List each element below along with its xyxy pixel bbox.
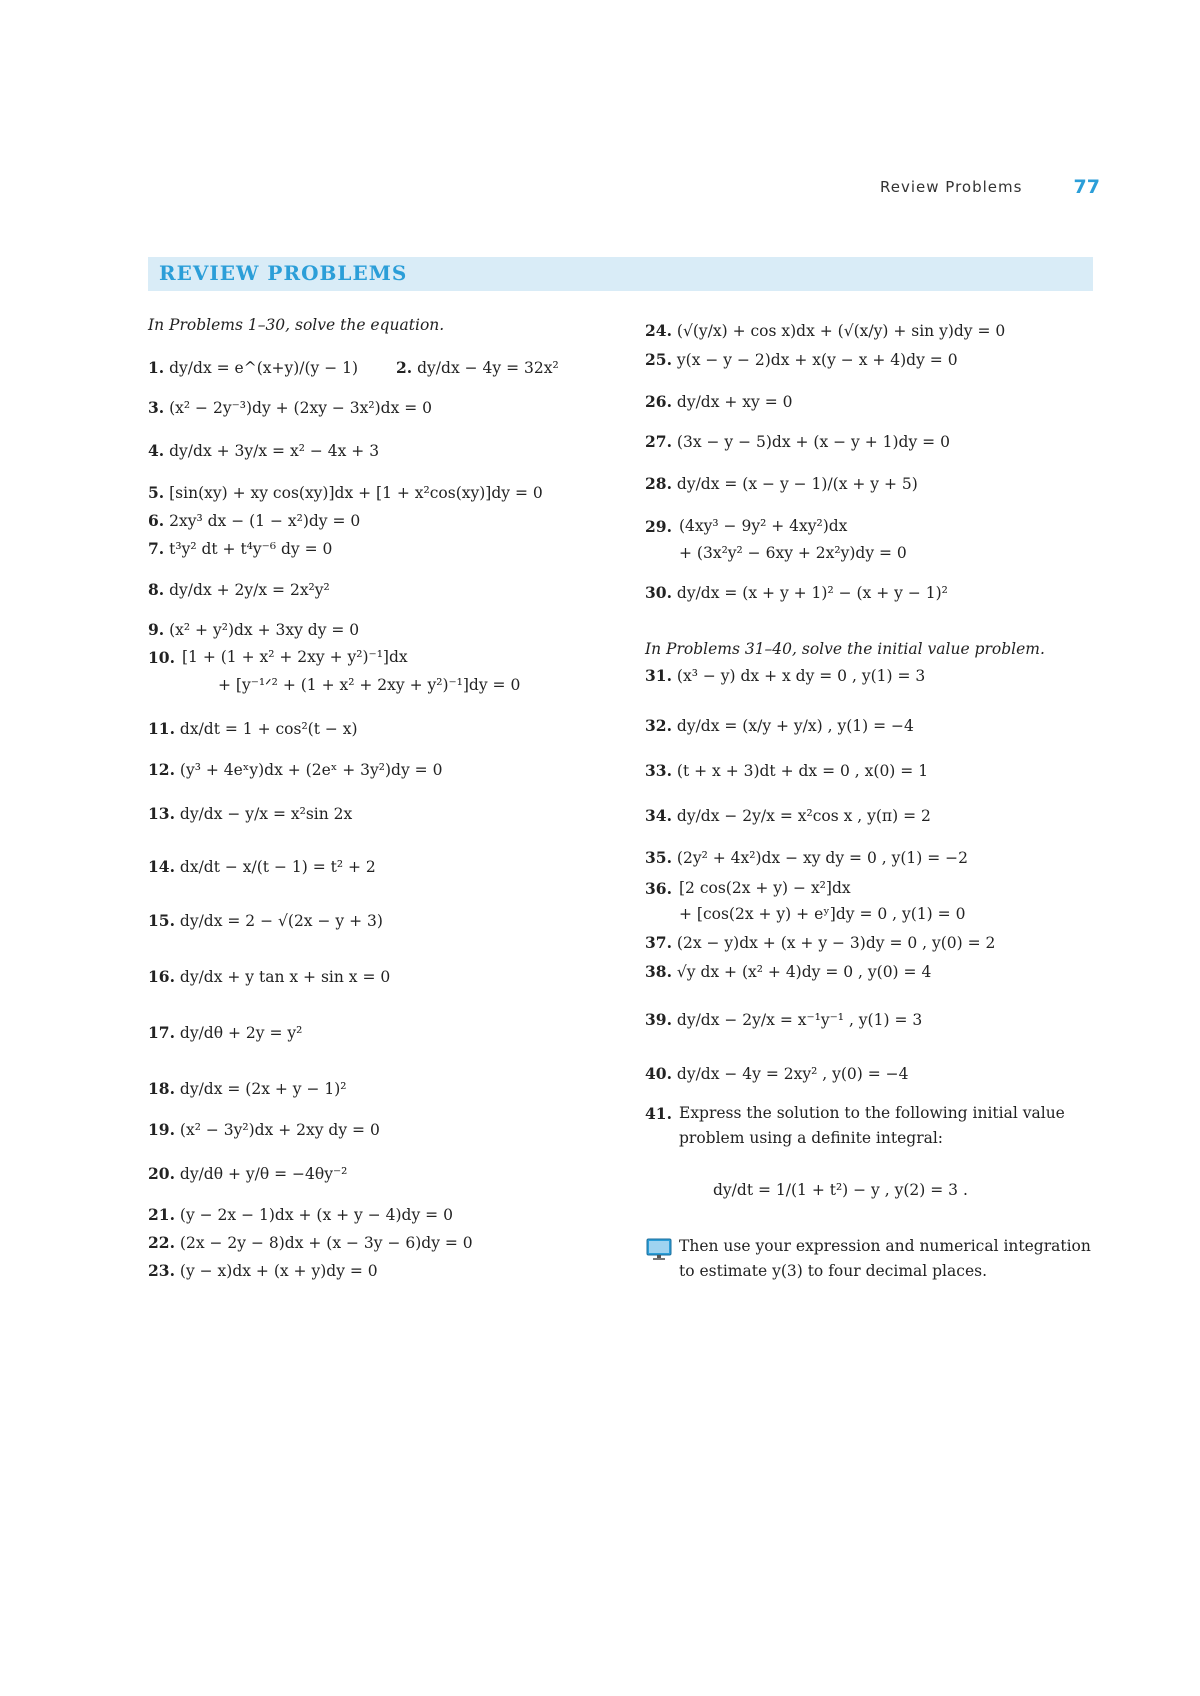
problem-number: 35. <box>645 848 672 867</box>
equation: √y dx + (x² + 4)dy = 0 , y(0) = 4 <box>676 963 932 981</box>
problem-number: 40. <box>645 1064 672 1083</box>
equation: (√(y/x) + cos x)dx + (√(x/y) + sin y)dy = 0 <box>676 322 1006 340</box>
problem-2 <box>396 360 559 377</box>
equation: [2 cos(2x + y) − x²]dx <box>679 879 851 897</box>
equation: dx/dt − x/(t − 1) = t² + 2 <box>179 858 376 876</box>
instruction-31-40: In Problems 31–40, solve the initial value problem. <box>645 640 1045 658</box>
page-number: 77 <box>1073 176 1100 198</box>
problem-7 <box>148 541 332 558</box>
problem-number: 11. <box>148 719 175 738</box>
equation: [sin(xy) + xy cos(xy)]dx + [1 + x²cos(xy)]dy = 0 <box>169 484 543 502</box>
equation: dy/dθ + 2y = y² <box>179 1024 303 1042</box>
section-header <box>148 257 1093 291</box>
problem-8 <box>148 582 330 599</box>
problem-33 <box>645 763 928 780</box>
problem-number: 2. <box>396 358 413 377</box>
equation: (2x − 2y − 8)dx + (x − 3y − 6)dy = 0 <box>179 1234 473 1252</box>
equation: t³y² dt + t⁴y⁻⁶ dy = 0 <box>169 540 333 558</box>
problem-number: 17. <box>148 1023 175 1042</box>
equation: dy/dx = (x + y + 1)² − (x + y − 1)² <box>676 584 948 602</box>
problem-number: 39. <box>645 1010 672 1029</box>
equation: dy/dx − 2y/x = x²cos x , y(π) = 2 <box>676 807 931 825</box>
problem-18 <box>148 1081 347 1098</box>
problem-number: 30. <box>645 583 672 602</box>
equation: (y − x)dx + (x + y)dy = 0 <box>179 1262 378 1280</box>
equation: dy/dx + 3y/x = x² − 4x + 3 <box>169 442 380 460</box>
problem-number: 21. <box>148 1205 175 1224</box>
problem-number: 36. <box>645 879 672 898</box>
problem-24 <box>645 323 1005 340</box>
instruction-1-30: In Problems 1–30, solve the equation. <box>148 316 445 334</box>
problem-number: 22. <box>148 1233 175 1252</box>
equation: dy/dx − y/x = x²sin 2x <box>179 805 353 823</box>
problem-6 <box>148 513 360 530</box>
problem-number: 31. <box>645 666 672 685</box>
problem-number: 20. <box>148 1164 175 1183</box>
problem-number: 37. <box>645 933 672 952</box>
problem-17 <box>148 1025 302 1042</box>
problem-41-text-continued: problem using a definite integral: <box>679 1129 944 1147</box>
problem-number: 12. <box>148 760 175 779</box>
equation: dy/dx = (2x + y − 1)² <box>179 1080 347 1098</box>
equation-continued: + [cos(2x + y) + eʸ]dy = 0 , y(1) = 0 <box>679 905 966 923</box>
problem-number: 6. <box>148 511 165 530</box>
equation: (x² − 3y²)dx + 2xy dy = 0 <box>179 1121 380 1139</box>
problem-number: 24. <box>645 321 672 340</box>
problem-37 <box>645 935 995 952</box>
problem-19 <box>148 1122 380 1139</box>
problem-21 <box>148 1207 453 1224</box>
problem-38 <box>645 964 931 981</box>
equation: dx/dt = 1 + cos²(t − x) <box>179 720 358 738</box>
problem-number: 28. <box>645 474 672 493</box>
problem-number: 41. <box>645 1104 672 1123</box>
equation: dy/dθ + y/θ = −4θy⁻² <box>179 1165 348 1183</box>
problem-number: 38. <box>645 962 672 981</box>
problem-number: 3. <box>148 398 165 417</box>
problem-30 <box>645 585 948 602</box>
equation: dy/dx = e^(x+y)/(y − 1) <box>169 359 359 377</box>
equation: dy/dx + xy = 0 <box>676 393 793 411</box>
problem-number: 27. <box>645 432 672 451</box>
problem-1 <box>148 360 358 377</box>
problem-number: 7. <box>148 539 165 558</box>
problem-number: 32. <box>645 716 672 735</box>
equation: (x³ − y) dx + x dy = 0 , y(1) = 3 <box>676 667 926 685</box>
problem-14 <box>148 859 376 876</box>
equation: (x² − 2y⁻³)dy + (2xy − 3x²)dx = 0 <box>169 399 433 417</box>
equation: dy/dx − 4y = 2xy² , y(0) = −4 <box>676 1065 909 1083</box>
problem-9 <box>148 622 359 639</box>
problem-15 <box>148 913 383 930</box>
equation: dy/dx = 2 − √(2x − y + 3) <box>179 912 383 930</box>
problem-41-followup: Then use your expression and numerical integration <box>679 1237 1091 1255</box>
problem-28 <box>645 476 918 493</box>
problem-number: 23. <box>148 1261 175 1280</box>
problem-number: 19. <box>148 1120 175 1139</box>
equation: dy/dx + y tan x + sin x = 0 <box>179 968 391 986</box>
problem-26 <box>645 394 793 411</box>
problem-29 <box>645 519 1095 569</box>
problem-12 <box>148 762 442 779</box>
problem-41 <box>645 1106 1095 1156</box>
problem-39 <box>645 1012 922 1029</box>
problem-40 <box>645 1066 909 1083</box>
problem-number: 33. <box>645 761 672 780</box>
equation: dy/dx − 2y/x = x⁻¹y⁻¹ , y(1) = 3 <box>676 1011 923 1029</box>
problem-number: 14. <box>148 857 175 876</box>
problem-41-text: Express the solution to the following initial value <box>679 1104 1065 1122</box>
problem-35 <box>645 850 968 867</box>
problem-number: 5. <box>148 483 165 502</box>
equation: 2xy³ dx − (1 − x²)dy = 0 <box>169 512 361 530</box>
problem-13 <box>148 806 352 823</box>
problem-27 <box>645 434 950 451</box>
problem-number: 34. <box>645 806 672 825</box>
problem-number: 16. <box>148 967 175 986</box>
problem-34 <box>645 808 931 825</box>
problem-number: 8. <box>148 580 165 599</box>
problem-10 <box>148 650 603 700</box>
problem-11 <box>148 721 358 738</box>
problem-number: 4. <box>148 441 165 460</box>
problem-25 <box>645 352 958 369</box>
problem-32 <box>645 718 914 735</box>
computer-monitor-icon <box>646 1238 672 1262</box>
equation: (2x − y)dx + (x + y − 3)dy = 0 , y(0) = 2 <box>676 934 996 952</box>
equation: (y³ + 4eˣy)dx + (2eˣ + 3y²)dy = 0 <box>179 761 443 779</box>
problem-41-equation: dy/dt = 1/(1 + t²) − y , y(2) = 3 . <box>713 1181 968 1199</box>
problem-36 <box>645 881 1095 931</box>
equation: (y − 2x − 1)dx + (x + y − 4)dy = 0 <box>179 1206 453 1224</box>
problem-4 <box>148 443 379 460</box>
equation-continued: + [y⁻¹ᐟ² + (1 + x² + 2xy + y²)⁻¹]dy = 0 <box>218 676 521 694</box>
problem-23 <box>148 1263 378 1280</box>
equation: (3x − y − 5)dx + (x − y + 1)dy = 0 <box>676 433 950 451</box>
problem-number: 10. <box>148 648 175 667</box>
equation: dy/dx + 2y/x = 2x²y² <box>169 581 330 599</box>
problem-number: 26. <box>645 392 672 411</box>
equation: (x² + y²)dx + 3xy dy = 0 <box>169 621 360 639</box>
problem-number: 25. <box>645 350 672 369</box>
equation: (2y² + 4x²)dx − xy dy = 0 , y(1) = −2 <box>676 849 968 867</box>
equation: y(x − y − 2)dx + x(y − x + 4)dy = 0 <box>676 351 958 369</box>
problem-31 <box>645 668 925 685</box>
problem-16 <box>148 969 390 986</box>
problem-number: 9. <box>148 620 165 639</box>
problem-5 <box>148 485 543 502</box>
problem-number: 13. <box>148 804 175 823</box>
problem-22 <box>148 1235 473 1252</box>
equation: dy/dx − 4y = 32x² <box>417 359 559 377</box>
equation: (4xy³ − 9y² + 4xy²)dx <box>679 517 848 535</box>
running-head <box>840 176 1100 200</box>
section-title: REVIEW PROBLEMS <box>159 261 408 285</box>
problem-41-followup-continued: to estimate y(3) to four decimal places. <box>679 1262 987 1280</box>
problem-20 <box>148 1166 347 1183</box>
equation: [1 + (1 + x² + 2xy + y²)⁻¹]dx <box>182 648 408 666</box>
running-head-title: Review Problems <box>880 178 1023 196</box>
problem-number: 1. <box>148 358 165 377</box>
problem-number: 18. <box>148 1079 175 1098</box>
equation-continued: + (3x²y² − 6xy + 2x²y)dy = 0 <box>679 544 907 562</box>
equation: (t + x + 3)dt + dx = 0 , x(0) = 1 <box>676 762 929 780</box>
problem-number: 29. <box>645 517 672 536</box>
equation: dy/dx = (x/y + y/x) , y(1) = −4 <box>676 717 914 735</box>
problem-3 <box>148 400 432 417</box>
problem-number: 15. <box>148 911 175 930</box>
equation: dy/dx = (x − y − 1)/(x + y + 5) <box>676 475 918 493</box>
